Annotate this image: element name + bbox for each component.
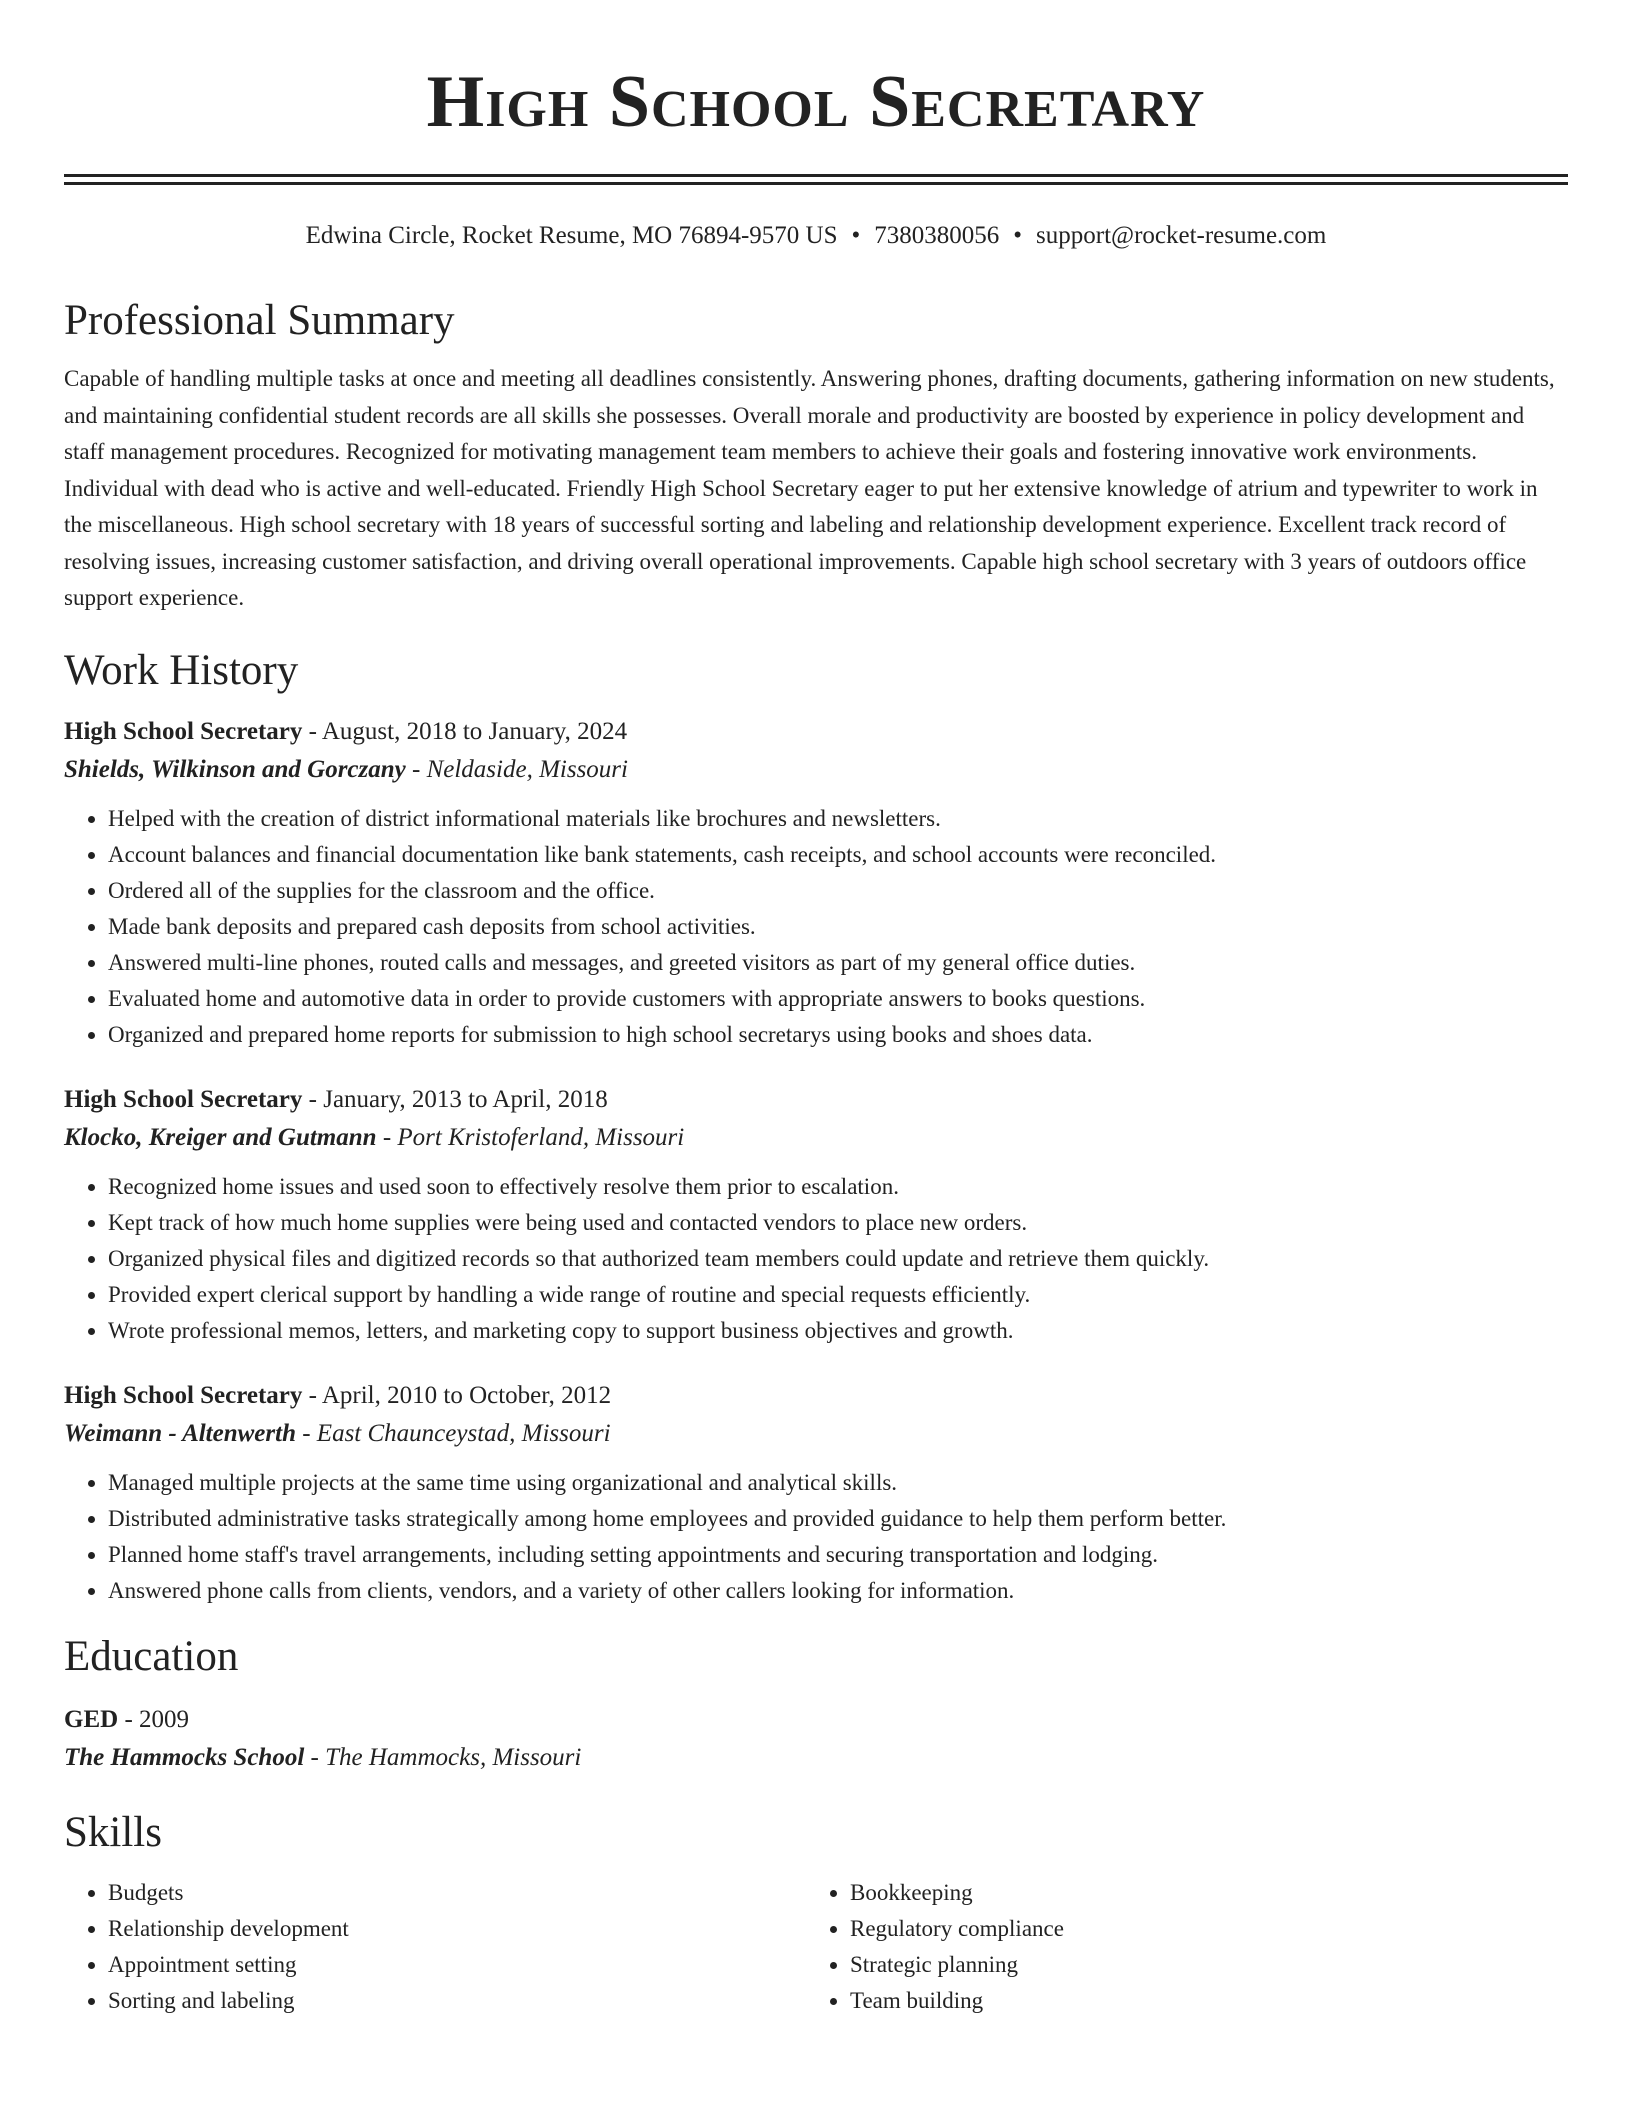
school-location: - The Hammocks, Missouri [304, 1743, 582, 1771]
education-entry [64, 1701, 1568, 1777]
graduation-year: - 2009 [118, 1705, 190, 1733]
employer-location: - East Chaunceystad, Missouri [295, 1419, 611, 1447]
contact-phone: 7380380056 [874, 222, 1000, 249]
list-item: • Evaluated home and automotive data in order to provide customers with appropriate answers to books questions. [108, 981, 1568, 1017]
list-item: • Answered phone calls from clients, vendors, and a variety of other callers looking for information. [108, 1573, 1568, 1609]
job-duties-list [64, 1465, 1568, 1609]
job-duties-list [64, 801, 1568, 1053]
skills-grid [64, 1875, 1568, 2019]
list-item: • Planned home staff's travel arrangements, including setting appointments and securing transportation and lodging. [108, 1537, 1568, 1573]
job-dates: - January, 2013 to April, 2018 [302, 1085, 608, 1113]
contact-line [64, 221, 1568, 251]
list-item: • Helped with the creation of district informational materials like brochures and newsletters. [108, 801, 1568, 837]
list-item: • Account balances and financial documentation like bank statements, cash receipts, and school accounts were reconciled. [108, 837, 1568, 873]
job-title: High School Secretary [64, 1381, 303, 1409]
school-name: The Hammocks School [64, 1743, 305, 1771]
job-title-line [64, 1377, 1568, 1415]
list-item: • Budgets [108, 1875, 806, 1911]
employer-location: - Neldaside, Missouri [405, 755, 628, 783]
list-item: • Managed multiple projects at the same time using organizational and analytical skills. [108, 1465, 1568, 1501]
list-item: • Answered multi-line phones, routed calls and messages, and greeted visitors as part of my general office duties. [108, 945, 1568, 981]
contact-separator: • [851, 222, 861, 249]
employer-line [64, 751, 1568, 789]
job-entry [64, 1081, 1568, 1349]
list-item: • Appointment setting [108, 1947, 806, 1983]
education-heading: Education [64, 1632, 239, 1680]
summary-text: Capable of handling multiple tasks at once and meeting all deadlines consistently. Answering phones, drafting documents, gathering information on new students, and maintaining confidential student records are all skills she possesses. Overall morale and productivity are boosted by experience in policy development and staff management procedures. Recognized for motivating management team members to achieve their goals and fostering innovative work environments. Individual with dead who is active and well-educated. Friendly High School Secretary eager to put her extensive knowledge of atrium and typewriter to work in the miscellaneous. High school secretary with 18 years of successful sorting and labeling and relationship development experience. Excellent track record of resolving issues, increasing customer satisfaction, and driving overall operational improvements. Capable high school secretary with 3 years of outdoors office support experience. [64, 366, 1555, 610]
job-entry [64, 1377, 1568, 1609]
job-title-line [64, 1081, 1568, 1119]
work-history-heading: Work History [64, 646, 299, 694]
list-item: • Wrote professional memos, letters, and marketing copy to support business objectives and growth. [108, 1313, 1568, 1349]
job-duties-list [64, 1169, 1568, 1349]
job-title-line [64, 713, 1568, 751]
list-item: • Made bank deposits and prepared cash deposits from school activities. [108, 909, 1568, 945]
list-item: • Organized and prepared home reports for submission to high school secretarys using books and shoes data. [108, 1017, 1568, 1053]
list-item: • Ordered all of the supplies for the classroom and the office. [108, 873, 1568, 909]
list-item: • Provided expert clerical support by handling a wide range of routine and special requests efficiently. [108, 1277, 1568, 1313]
list-item: • Relationship development [108, 1911, 806, 1947]
list-item: • Kept track of how much home supplies were being used and contacted vendors to place new orders. [108, 1205, 1568, 1241]
employer-line [64, 1119, 1568, 1157]
list-item: • Organized physical files and digitized records so that authorized team members could update and retrieve them quickly. [108, 1241, 1568, 1277]
employer-name: Shields, Wilkinson and Gorczany [64, 755, 406, 783]
list-item: • Sorting and labeling [108, 1983, 806, 2019]
employer-location: - Port Kristoferland, Missouri [376, 1123, 685, 1151]
degree: GED [64, 1705, 119, 1733]
list-item: • Distributed administrative tasks strategically among home employees and provided guidance to help them perform better. [108, 1501, 1568, 1537]
skills-column-left [64, 1875, 806, 2019]
contact-address: Edwina Circle, Rocket Resume, MO 76894-9570 US [305, 222, 838, 249]
skills-column-right [806, 1875, 1548, 2019]
summary-heading: Professional Summary [64, 297, 455, 344]
job-title: High School Secretary [64, 717, 303, 745]
list-item: • Team building [850, 1983, 1548, 2019]
school-line [64, 1739, 1568, 1777]
contact-separator: • [1013, 222, 1023, 249]
list-item: • Strategic planning [850, 1947, 1548, 1983]
employer-name: Weimann - Altenwerth [64, 1419, 296, 1447]
title-double-rule [64, 174, 1568, 185]
job-dates: - April, 2010 to October, 2012 [302, 1381, 612, 1409]
degree-line [64, 1701, 1568, 1739]
list-item: • Bookkeeping [850, 1875, 1548, 1911]
employer-name: Klocko, Kreiger and Gutmann [64, 1123, 377, 1151]
job-entry [64, 713, 1568, 1053]
job-dates: - August, 2018 to January, 2024 [302, 717, 628, 745]
resume-title: High School Secretary [426, 61, 1206, 143]
list-item: • Regulatory compliance [850, 1911, 1548, 1947]
employer-line [64, 1415, 1568, 1453]
list-item: • Recognized home issues and used soon to effectively resolve them prior to escalation. [108, 1169, 1568, 1205]
contact-email: support@rocket-resume.com [1036, 222, 1327, 249]
job-title: High School Secretary [64, 1085, 303, 1113]
skills-heading: Skills [64, 1808, 162, 1856]
